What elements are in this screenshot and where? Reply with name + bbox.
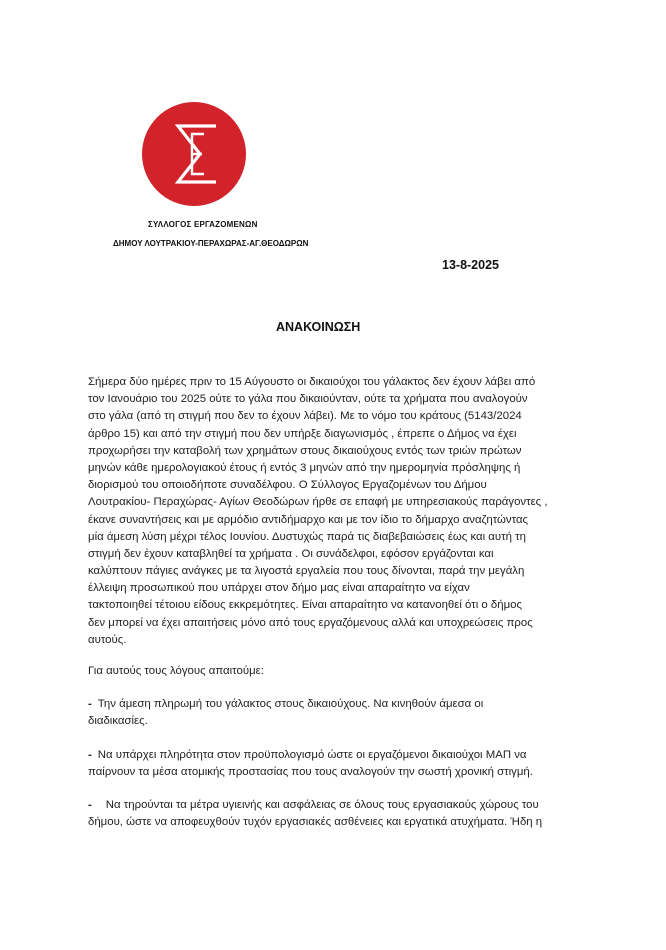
demand-line: Την άμεση πληρωμή του γάλακτος στους δικαιούχους. Να κινηθούν άμεσα οι xyxy=(97,698,484,711)
municipality-name: ΔΗΜΟΥ ΛΟΥΤΡΑΚΙΟΥ-ΠΕΡΑΧΩΡΑΣ-ΑΓ.ΘΕΟΔΩΡΩΝ xyxy=(113,239,309,248)
paragraph-line: στο γάλα (από τη στιγμή που δεν το έχουν λάβει). Με το νόμο του κράτους (5143/2024 xyxy=(88,410,522,423)
paragraph-line: Σήμερα δύο ημέρες πριν το 15 Αύγουστο οι δικαιούχοι του γάλακτος δεν έχουν λάβει από xyxy=(88,376,536,388)
paragraph-line: δεν μπορεί να έχει απαιτήσεις μόνο από τους εργαζόμενους αλλά και υποχρεώσεις προς xyxy=(88,616,533,629)
paragraph-line: τακτοποιηθεί τέτοιου είδους εκκρεμότητες. Είναι απαραίτητο να κατανοηθεί ότι ο δήμος xyxy=(88,599,522,612)
announcement-body xyxy=(88,374,598,831)
union-name: ΣΥΛΛΟΓΟΣ ΕΡΓΑΖΟΜΕΝΩΝ xyxy=(148,220,258,229)
paragraph-line: διορισμού του οποιοδήποτε συναδέλφου. Ο Σύλλογος Εργαζομένων του Δήμου xyxy=(88,479,487,492)
paragraph-line: αυτούς. xyxy=(88,633,127,646)
paragraph-line: Λουτρακίου- Περαχώρας- Αγίων Θεοδώρων ήρθε σε επαφή με υπηρεσιακούς παράγοντες , xyxy=(88,496,548,509)
paragraph-line: έκανε συναντήσεις και με αρμόδιο αντιδήμαρχο και με τον ίδιο το δήμαρχο αναζητώντας xyxy=(88,513,529,526)
main-paragraph xyxy=(88,374,598,649)
demand-line: Να υπάρχει πληρότητα στον προϋπολογισμό ώστε οι εργαζόμενοι δικαιούχοι ΜΑΠ να xyxy=(97,748,527,761)
list-bullet: - xyxy=(88,748,92,761)
announcement-title: ΑΝΑΚΟΙΝΩΣΗ xyxy=(276,320,361,334)
demand-item xyxy=(88,696,598,730)
paragraph-line: μηνών κάθε ημερολογιακού έτους ή εντός 3 μηνών από την ημερομηνία πρόσληψης ή xyxy=(88,461,521,474)
list-bullet: - xyxy=(88,698,92,711)
demand-line: παίρνουν τα μέσα ατομικής προστασίας που τους αναλογούν την σωστή χρονική στιγμή. xyxy=(88,765,533,778)
demand-item xyxy=(88,797,598,831)
paragraph-line: έλλειψη προσωπικού που υπάρχει στον δήμο μας είναι απαραίτητο να είχαν xyxy=(88,582,470,595)
paragraph-line: προχωρήσει την καταβολή των χρημάτων στους δικαιούχους εντός των τριών πρώτων xyxy=(88,444,522,457)
demand-item xyxy=(88,747,598,781)
announcement-date: 13-8-2025 xyxy=(442,258,499,272)
paragraph-line: μία άμεση λύση μέχρι τέλος Ιουνίου. Δυστυχώς παρά τις διαβεβαιώσεις έως και αυτή τη xyxy=(88,530,526,543)
demand-line: δήμου, ώστε να αποφευχθούν τυχόν εργασιακές ασθένειες και εργατικά ατυχήματα. Ήδη η xyxy=(88,816,543,829)
demand-line: Να τηρούνται τα μέτρα υγιεινής και ασφάλειας σε όλους τους εργασιακούς χώρους του xyxy=(105,798,539,811)
demands-intro: Για αυτούς τους λόγους απαιτούμε: xyxy=(88,665,264,677)
paragraph-line: τον Ιανουάριο του 2025 ούτε το γάλα που δικαιούνταν, ούτε τα χρήματα που αναλογούν xyxy=(88,393,528,406)
union-logo xyxy=(142,102,246,206)
paragraph-line: καλύπτουν πάγιες ανάγκες με τα λιγοστά εργαλεία που τους δίνονται, παρά την μεγάλη xyxy=(88,565,525,578)
paragraph-line: στιγμή δεν έχουν καταβληθεί τα χρήματα . Οι συνάδελφοι, εφόσον εργάζονται και xyxy=(88,547,494,560)
paragraph-line: άρθρο 15) και από την στιγμή που δεν υπήρξε διαγωνισμός , έπρεπε ο Δήμος να έχει xyxy=(88,427,517,440)
demand-line: διαδικασίες. xyxy=(88,715,148,728)
list-bullet: - xyxy=(88,798,92,811)
